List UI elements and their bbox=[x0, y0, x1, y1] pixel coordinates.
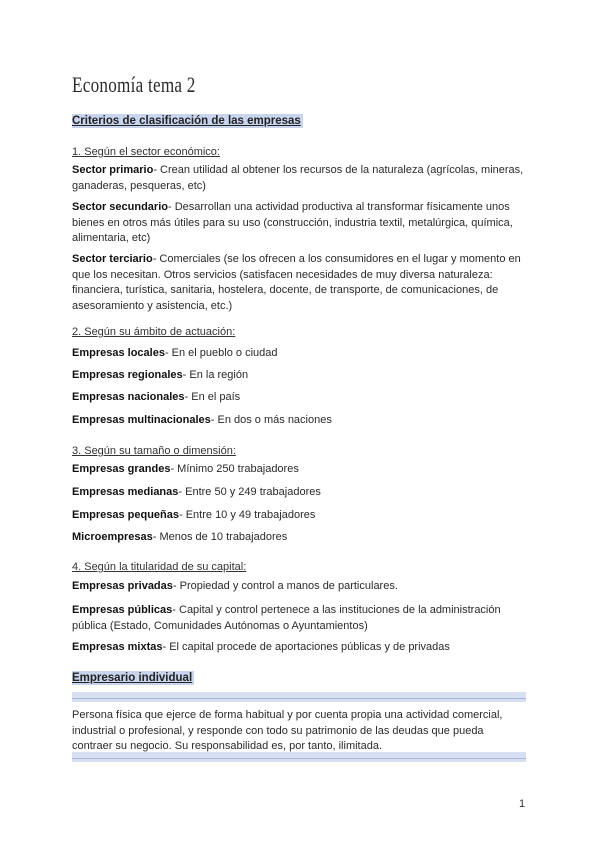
item-desc: - Menos de 10 trabajadores bbox=[152, 531, 288, 543]
item-desc: - Mínimo 250 trabajadores bbox=[170, 463, 299, 475]
item-empresas-locales bbox=[72, 347, 277, 359]
highlight-band-bottom bbox=[72, 752, 526, 762]
highlight-band-top bbox=[72, 692, 526, 702]
item-term: Sector secundario bbox=[72, 201, 168, 213]
item-term: Empresas medianas bbox=[72, 486, 179, 498]
item-desc: - Entre 10 y 49 trabajadores bbox=[179, 509, 316, 521]
item-empresas-medianas bbox=[72, 486, 321, 498]
item-sector-primario bbox=[72, 163, 532, 194]
document-title: Economía tema 2 bbox=[72, 72, 196, 97]
item-term: Empresas privadas bbox=[72, 580, 173, 592]
section-heading-empresario: Empresario individual bbox=[72, 672, 193, 684]
item-empresas-pequenas bbox=[72, 509, 315, 521]
item-term: Microempresas bbox=[72, 531, 153, 543]
item-desc: - En la región bbox=[182, 369, 249, 381]
criterion-3-label: 3. Según su tamaño o dimensión: bbox=[72, 445, 236, 457]
item-desc: - Comerciales (se los ofrecen a los consumidores en el lugar y momento en que los necesitan. Otros servicios (satisfacen necesidades de muy diversa naturaleza: financiera, turística, sanitaria, hostelera, docente, de transporte, de comunicaciones, de asesoramiento y asistencia, etc.) bbox=[72, 253, 521, 312]
item-desc: - El capital procede de aportaciones públicas y de privadas bbox=[162, 641, 450, 653]
item-sector-secundario bbox=[72, 200, 532, 247]
empresario-definition: Persona física que ejerce de forma habitual y por cuenta propia una actividad comercial, industrial o profesional, y responde con todo su patrimonio de las deudas que pueda contraer su negocio. Su responsabilidad es, por tanto, ilimitada. bbox=[72, 709, 503, 752]
item-term: Empresas nacionales bbox=[72, 391, 185, 403]
item-empresas-privadas bbox=[72, 580, 398, 592]
item-term: Empresas públicas bbox=[72, 604, 173, 616]
item-desc: - En dos o más naciones bbox=[210, 414, 332, 426]
item-empresas-publicas bbox=[72, 603, 532, 634]
criterion-2-label: 2. Según su ámbito de actuación: bbox=[72, 326, 236, 338]
item-term: Sector terciario bbox=[72, 253, 153, 265]
item-term: Empresas multinacionales bbox=[72, 414, 211, 426]
item-empresas-regionales bbox=[72, 369, 248, 381]
item-desc: - Capital y control pertenece a las instituciones de la administración pública (Estado, Comunidades Autónomas o Ayuntamientos) bbox=[72, 604, 501, 632]
section-heading-criterios: Criterios de clasificación de las empresas bbox=[72, 115, 301, 127]
item-term: Sector primario bbox=[72, 164, 154, 176]
item-term: Empresas pequeñas bbox=[72, 509, 179, 521]
item-sector-terciario bbox=[72, 252, 532, 314]
item-term: Empresas mixtas bbox=[72, 641, 163, 653]
criterion-4-label: 4. Según la titularidad de su capital: bbox=[72, 561, 247, 573]
item-desc: - Entre 50 y 249 trabajadores bbox=[178, 486, 321, 498]
item-empresas-nacionales bbox=[72, 391, 240, 403]
item-desc: - En el país bbox=[184, 391, 241, 403]
criterion-1-label: 1. Según el sector económico: bbox=[72, 146, 220, 158]
item-empresas-multinacionales bbox=[72, 414, 332, 426]
item-term: Empresas regionales bbox=[72, 369, 183, 381]
item-desc: - Desarrollan una actividad productiva al transformar físicamente unos bienes en otros más útiles para su uso (construcción, industria textil, metalúrgica, química, alimentaria, etc) bbox=[72, 201, 513, 244]
item-term: Empresas locales bbox=[72, 347, 165, 359]
item-desc: - En el pueblo o ciudad bbox=[164, 347, 278, 359]
item-desc: - Crean utilidad al obtener los recursos de la naturaleza (agrícolas, mineras, ganaderas, pesqueras, etc) bbox=[72, 164, 524, 192]
item-microempresas bbox=[72, 531, 287, 543]
item-term: Empresas grandes bbox=[72, 463, 171, 475]
item-empresas-mixtas bbox=[72, 641, 450, 653]
item-empresas-grandes bbox=[72, 463, 299, 475]
page-number: 1 bbox=[519, 798, 526, 810]
item-desc: - Propiedad y control a manos de particulares. bbox=[172, 580, 398, 592]
